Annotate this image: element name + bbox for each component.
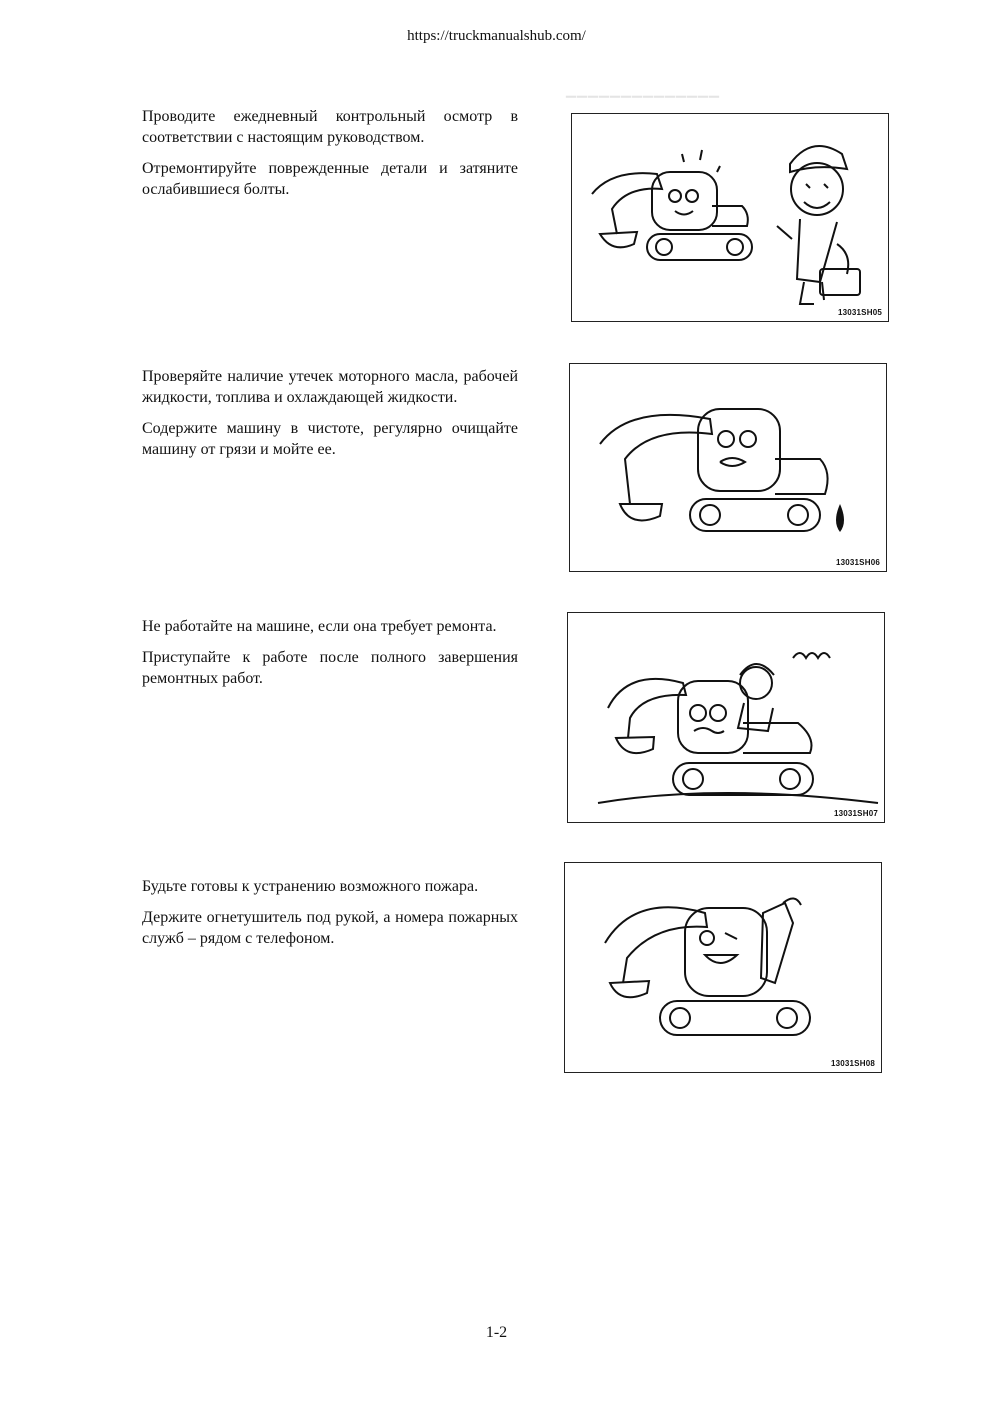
illustration-repair [567,612,885,823]
excavator-with-worker-drawing [572,114,888,321]
paragraph: Проверяйте наличие утечек моторного масла, рабочей жидкости, топлива и охлаждающей жидкости. [142,368,518,406]
paragraph: Проводите ежедневный контрольный осмотр в соответствии с настоящим руководством. [142,108,518,146]
instruction-block-repair [142,616,518,699]
excavator-with-extinguisher-drawing [565,863,881,1072]
figure-code: 13031SH06 [835,558,880,567]
leaking-excavator-drawing [570,364,886,571]
paragraph: Не работайте на машине, если она требует ремонта. [142,618,497,635]
page-number: 1-2 [485,1324,508,1341]
figure-code: 13031SH05 [837,308,882,317]
illustration-fire [564,862,882,1073]
instruction-block-inspection [142,106,518,210]
paragraph: Отремонтируйте поврежденные детали и затяните ослабившиеся болты. [142,160,518,198]
paragraph: Приступайте к работе после полного завершения ремонтных работ. [142,649,518,687]
instruction-block-leaks [142,366,518,470]
figure-code: 13031SH08 [830,1059,875,1068]
instruction-block-fire [142,876,518,959]
paragraph: Будьте готовы к устранению возможного пожара. [142,878,479,895]
illustration-leaks [569,363,887,572]
broken-excavator-drawing [568,613,884,822]
paragraph: Держите огнетушитель под рукой, а номера пожарных служб – рядом с телефоном. [142,909,518,947]
figure-code: 13031SH07 [833,809,878,818]
paragraph: Содержите машину в чистоте, регулярно очищайте машину от грязи и мойте ее. [142,420,518,458]
faint-background-text: ▔▔▔▔▔▔▔▔▔▔▔▔▔▔ [566,96,720,111]
illustration-inspection [571,113,889,322]
header-url: https://truckmanualshub.com/ [407,28,586,44]
